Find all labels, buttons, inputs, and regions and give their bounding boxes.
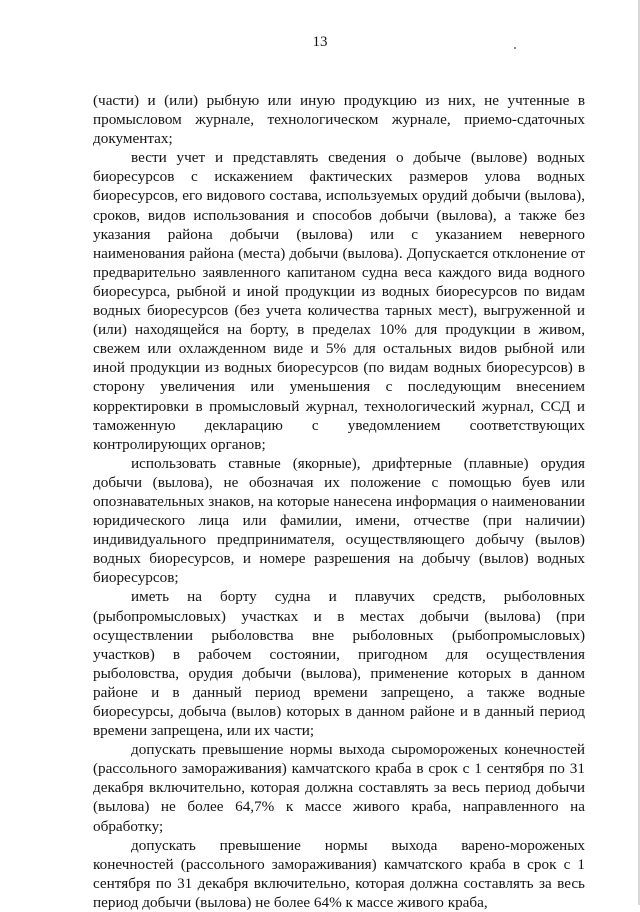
paragraph-boiled-frozen-crab-norm: допускать превышение нормы выхода варено-мороженых конечностей (рассольного замораживания) камчатского краба в срок с 1 сентября по 31 декабря включительно, которая должна составлять за весь период добычи (вылова) не более 64% к массе живого краба, xyxy=(93,836,585,911)
paragraph-record-keeping: вести учет и представлять сведения о добыче (вылове) водных биоресурсов с искажением фактических размеров улова водных биоресурсов, его видового состава, используемых орудий добычи (вылова), сроков, видов использования и способов добычи (вылова), а также без указания района добычи (вылова) или с указанием неверного наименования района (места) добычи (вылова). Допускается отклонение от предварительно заявленного капитаном судна веса каждого вида водного биоресурса, рыбной и иной продукции из водных биоресурсов по видам водных биоресурсов (без учета количества тарных мест), выгруженной и (или) находящейся на борту, в пределах 10% для продукции в живом, свежем или охлажденном виде и 5% для остальных видов рыбной или иной продукции из водных биоресурсов (по видам водных биоресурсов) в сторону увеличения или уменьшения с последующим внесением корректировки в промысловый журнал, технологический журнал, ССД и таможенную декларацию с уведомлением соответствующих контролирующих органов; xyxy=(93,149,585,453)
page-number: 13 xyxy=(312,34,328,50)
paragraph-raw-frozen-crab-norm: допускать превышение нормы выхода сыромороженых конечностей (рассольного замораживания) камчатского краба в срок с 1 сентября по 31 декабря включительно, которая должна составлять за весь период добычи (вылова) не более 64,7% к массе живого краба, направленного на обработку; xyxy=(93,741,585,835)
paragraph-fixed-gear-marking: использовать ставные (якорные), дрифтерные (плавные) орудия добычи (вылова), не обозначая их положение с помощью буев или опознавательных знаков, на которые нанесена информация о наименовании юридического лица или фамилии, имени, отчестве (при наличии) индивидуального предпринимателя, осуществляющего добычу (вылов) водных биоресурсов, и номере разрешения на добычу (вылов) водных биоресурсов; xyxy=(93,454,585,587)
document-body xyxy=(93,91,585,912)
paragraph-continued-text: (части) и (или) рыбную или иную продукцию из них, не учтенные в промысловом журнале, технологическом журнале, приемо-сдаточных документах; xyxy=(93,92,585,148)
scan-speck xyxy=(514,47,516,49)
paragraph-prohibited-gear: иметь на борту судна и плавучих средств, рыболовных (рыбопромысловых) участках и в местах добычи (вылова) (при осуществлении рыболовства вне рыболовных (рыбопромысловых) участков) в рабочем состоянии, пригодном для осуществления рыболовства, орудия добычи (вылова), применение которых в данном районе и в данный период времени запрещено, а также водные биоресурсы, добыча (вылов) которых в данном районе и в данный период времени запрещена, или их части; xyxy=(93,588,585,740)
